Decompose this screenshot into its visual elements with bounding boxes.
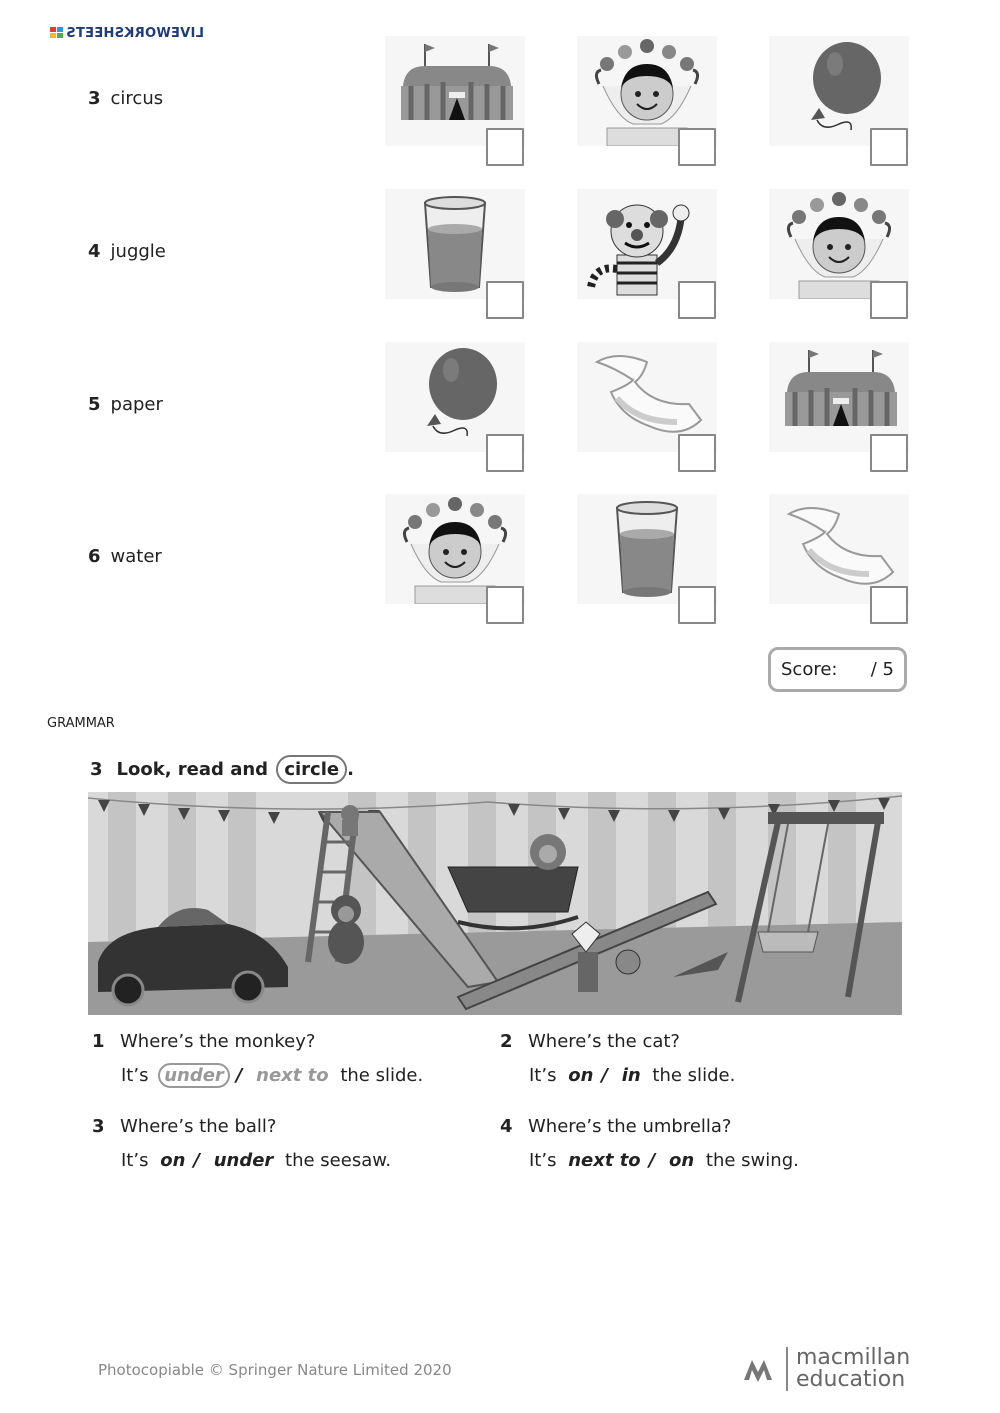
question-number: 2 [500, 1031, 513, 1052]
question-text: Where’s the ball? [120, 1116, 277, 1137]
answer-checkbox[interactable] [486, 586, 524, 624]
question-number: 4 [500, 1116, 513, 1137]
brand-text [786, 1347, 910, 1391]
option-separator: / [235, 1065, 243, 1086]
answer-suffix: the seesaw. [285, 1150, 392, 1171]
vocab-label [88, 241, 166, 262]
instruction-text: Look, read and [116, 759, 269, 780]
playroom-scene-illustration [88, 792, 902, 1015]
logo-text: LIVEWORKSHEETS [66, 26, 204, 41]
question-text: Where’s the cat? [528, 1031, 680, 1052]
copyright-notice: Photocopiable © Springer Nature Limited 2020 [98, 1361, 452, 1379]
question-1 [92, 1031, 315, 1052]
option-next-to[interactable]: next to [568, 1150, 641, 1171]
answer-checkbox[interactable] [486, 434, 524, 472]
question-number: 3 [92, 1116, 105, 1137]
instruction-end: . [347, 759, 354, 780]
exercise-number: 3 [90, 759, 103, 780]
answer-checkbox[interactable] [486, 281, 524, 319]
question-text: Where’s the monkey? [120, 1031, 316, 1052]
answer-line-1 [121, 1065, 423, 1086]
answer-checkbox[interactable] [486, 128, 524, 166]
section-label-grammar: GRAMMAR [47, 716, 115, 731]
option-separator: / [648, 1150, 656, 1171]
answer-checkbox[interactable] [870, 281, 908, 319]
answer-checkbox[interactable] [678, 128, 716, 166]
answer-checkbox[interactable] [678, 434, 716, 472]
answer-checkbox[interactable] [870, 128, 908, 166]
answer-suffix: the slide. [652, 1065, 736, 1086]
vocab-label [88, 88, 163, 109]
vocab-word: water [110, 546, 162, 567]
vocab-label [88, 546, 162, 567]
vocab-row-paper [0, 342, 1000, 482]
vocab-row-water [0, 494, 1000, 634]
option-on[interactable]: on [669, 1150, 695, 1171]
brand-line-1: macmillan [796, 1345, 911, 1370]
exercise-instruction [90, 755, 354, 784]
option-on[interactable]: on [568, 1065, 594, 1086]
answer-checkbox[interactable] [870, 434, 908, 472]
item-number: 6 [88, 546, 101, 567]
vocab-word: paper [110, 394, 163, 415]
question-3 [92, 1116, 276, 1137]
macmillan-logo-icon [742, 1354, 778, 1384]
answer-line-4 [529, 1150, 799, 1171]
vocab-word: circus [110, 88, 164, 109]
option-separator: / [193, 1150, 200, 1171]
option-on[interactable]: on [160, 1150, 186, 1171]
answer-checkbox[interactable] [678, 586, 716, 624]
question-2 [500, 1031, 680, 1052]
answer-checkbox[interactable] [678, 281, 716, 319]
option-separator: / [601, 1065, 608, 1086]
answer-suffix: the swing. [705, 1150, 799, 1171]
answer-prefix: It’s [529, 1150, 557, 1171]
item-number: 3 [88, 88, 101, 109]
answer-prefix: It’s [529, 1065, 557, 1086]
answer-line-2 [529, 1065, 735, 1086]
option-under[interactable]: under [213, 1150, 274, 1171]
item-number: 5 [88, 394, 101, 415]
option-under[interactable]: under [158, 1063, 230, 1088]
vocab-row-juggle [0, 189, 1000, 329]
macmillan-education-logo [742, 1347, 910, 1391]
brand-line-2: education [796, 1367, 906, 1392]
question-4 [500, 1116, 731, 1137]
option-next-to[interactable]: next to [256, 1065, 329, 1086]
score-box [768, 647, 907, 692]
answer-checkbox[interactable] [870, 586, 908, 624]
option-in[interactable]: in [621, 1065, 641, 1086]
answer-prefix: It’s [121, 1150, 149, 1171]
instruction-circle-word: circle [276, 755, 347, 784]
score-label: Score: [781, 659, 838, 680]
answer-suffix: the slide. [340, 1065, 424, 1086]
item-number: 4 [88, 241, 101, 262]
vocab-row-circus [0, 36, 1000, 176]
answer-prefix: It’s [121, 1065, 149, 1086]
question-number: 1 [92, 1031, 105, 1052]
answer-line-3 [121, 1150, 391, 1171]
question-text: Where’s the umbrella? [528, 1116, 732, 1137]
vocab-label [88, 394, 163, 415]
score-total: / 5 [870, 659, 894, 680]
vocab-word: juggle [110, 241, 166, 262]
